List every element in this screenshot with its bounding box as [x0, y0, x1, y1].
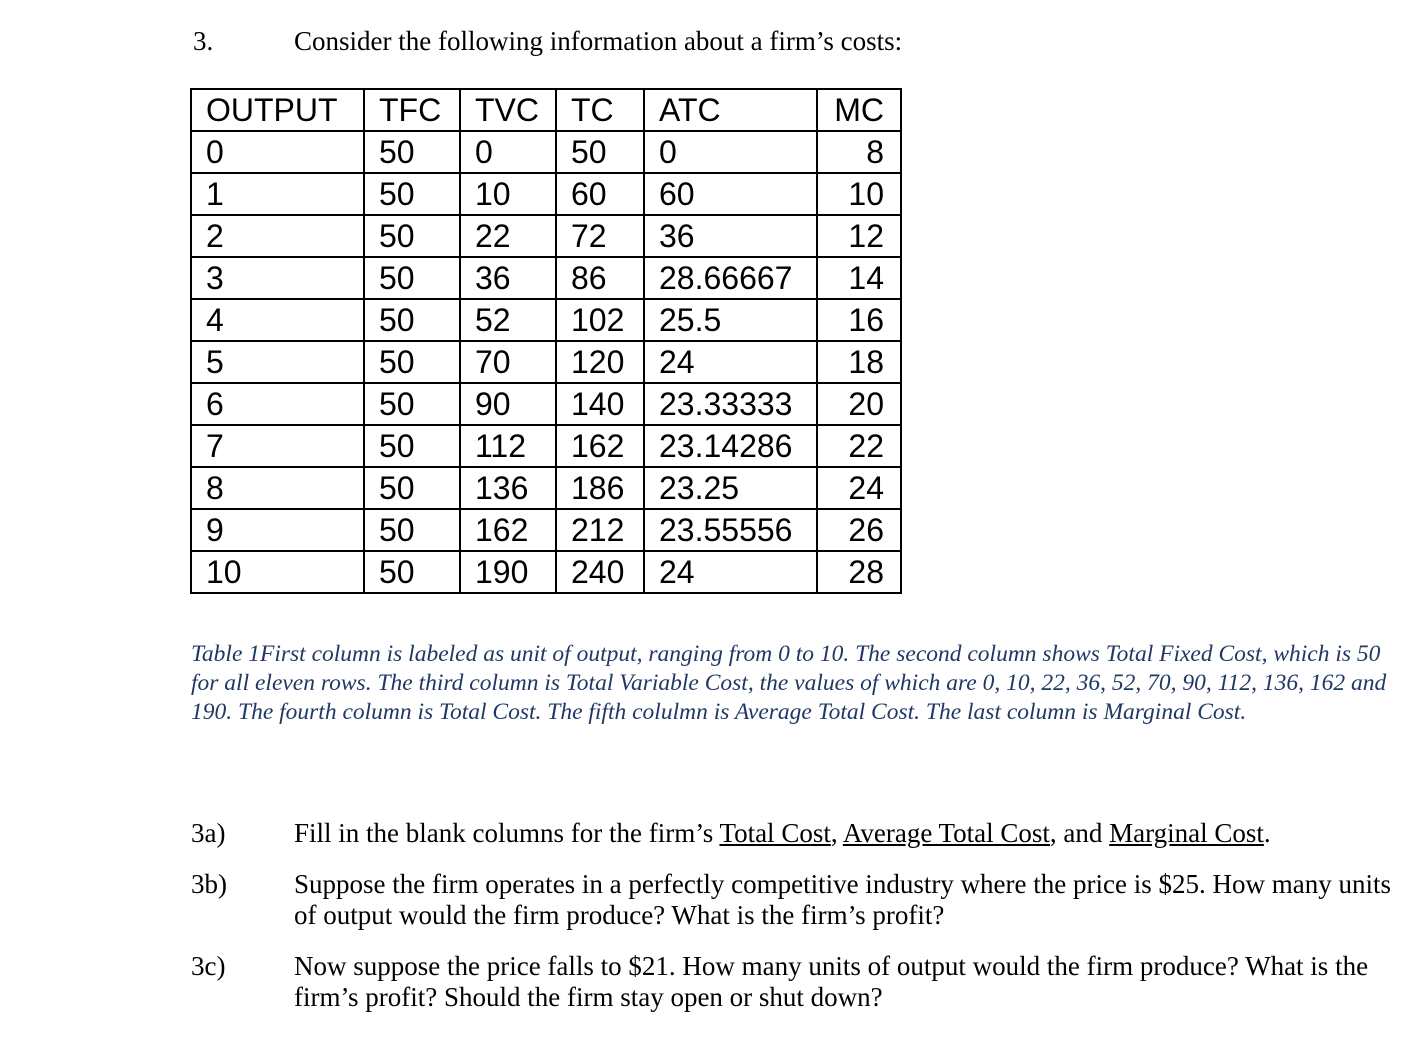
table-row: [191, 509, 901, 551]
cell-output: 5: [191, 341, 364, 383]
cell-output: 9: [191, 509, 364, 551]
cell-tfc: 50: [364, 215, 460, 257]
cell-mc: 22: [817, 425, 901, 467]
cell-tc: 186: [556, 467, 644, 509]
header-tfc: TFC: [364, 89, 460, 131]
cell-tc: 140: [556, 383, 644, 425]
cell-atc: 23.25: [644, 467, 817, 509]
table-row: [191, 215, 901, 257]
cell-atc: 23.14286: [644, 425, 817, 467]
header-mc: MC: [817, 89, 901, 131]
cost-table: [190, 88, 902, 594]
cell-mc: 18: [817, 341, 901, 383]
table-row: [191, 299, 901, 341]
table-caption: Table 1First column is labeled as unit of output, ranging from 0 to 10. The second column shows Total Fixed Cost, which is 50 for all eleven rows. The third column is Total Variable Cost, the values of which are 0, 10, 22, 36, 52, 70, 90, 112, 136, 162 and 190. The fourth column is Total Cost. The fifth colulmn is Average Total Cost. The last column is Marginal Cost.: [191, 641, 1387, 725]
cell-tfc: 50: [364, 467, 460, 509]
cell-tfc: 50: [364, 341, 460, 383]
cell-tvc: 136: [460, 467, 556, 509]
table-row: [191, 383, 901, 425]
cell-tvc: 0: [460, 131, 556, 173]
term-total-cost: Total Cost: [719, 818, 831, 848]
cell-tc: 86: [556, 257, 644, 299]
cell-output: 2: [191, 215, 364, 257]
question-number: 3.: [193, 26, 214, 56]
cell-tfc: 50: [364, 299, 460, 341]
table-row: [191, 341, 901, 383]
cell-tvc: 162: [460, 509, 556, 551]
cell-tc: 212: [556, 509, 644, 551]
header-tvc: TVC: [460, 89, 556, 131]
header-atc: ATC: [644, 89, 817, 131]
question-intro: Consider the following information about a firm’s costs:: [294, 26, 903, 56]
cell-atc: 23.33333: [644, 383, 817, 425]
cell-output: 3: [191, 257, 364, 299]
cell-atc: 36: [644, 215, 817, 257]
cell-atc: 24: [644, 341, 817, 383]
cell-mc: 20: [817, 383, 901, 425]
cell-tvc: 112: [460, 425, 556, 467]
cell-atc: 60: [644, 173, 817, 215]
cell-tc: 72: [556, 215, 644, 257]
header-output: OUTPUT: [191, 89, 364, 131]
cell-tc: 162: [556, 425, 644, 467]
part-b-text: Suppose the firm operates in a perfectly competitive industry where the price is $25. How many units of output would the firm produce? What is the firm’s profit?: [294, 869, 1391, 930]
cell-tfc: 50: [364, 383, 460, 425]
cell-mc: 10: [817, 173, 901, 215]
cell-mc: 28: [817, 551, 901, 593]
table-row: [191, 257, 901, 299]
cell-atc: 28.66667: [644, 257, 817, 299]
cell-output: 0: [191, 131, 364, 173]
part-c-label: 3c): [191, 951, 226, 981]
cell-output: 8: [191, 467, 364, 509]
table-row: [191, 425, 901, 467]
cell-tc: 50: [556, 131, 644, 173]
part-a-label: 3a): [191, 818, 226, 848]
cell-mc: 26: [817, 509, 901, 551]
table-header-row: [191, 89, 901, 131]
cell-tfc: 50: [364, 131, 460, 173]
cell-tfc: 50: [364, 425, 460, 467]
cell-output: 6: [191, 383, 364, 425]
cell-output: 7: [191, 425, 364, 467]
table-row: [191, 173, 901, 215]
cell-tc: 240: [556, 551, 644, 593]
cell-tvc: 190: [460, 551, 556, 593]
cell-tc: 102: [556, 299, 644, 341]
cell-mc: 16: [817, 299, 901, 341]
cell-atc: 25.5: [644, 299, 817, 341]
table-row: [191, 131, 901, 173]
cell-output: 10: [191, 551, 364, 593]
cell-atc: 24: [644, 551, 817, 593]
cell-tvc: 36: [460, 257, 556, 299]
cell-mc: 24: [817, 467, 901, 509]
cell-tfc: 50: [364, 509, 460, 551]
cell-output: 1: [191, 173, 364, 215]
cell-tfc: 50: [364, 551, 460, 593]
cell-mc: 12: [817, 215, 901, 257]
part-b-label: 3b): [191, 869, 227, 899]
term-marginal-cost: Marginal Cost: [1109, 818, 1264, 848]
cell-tfc: 50: [364, 173, 460, 215]
cell-mc: 14: [817, 257, 901, 299]
table-row: [191, 551, 901, 593]
part-c-text: Now suppose the price falls to $21. How many units of output would the firm produce? What is the firm’s profit? Should the firm stay open or shut down?: [294, 951, 1369, 1012]
table-row: [191, 467, 901, 509]
cell-atc: 0: [644, 131, 817, 173]
part-a-text: Fill in the blank columns for the firm’s Total Cost, Average Total Cost, and Marginal Cost.: [294, 818, 1271, 848]
cell-tvc: 70: [460, 341, 556, 383]
cell-tvc: 22: [460, 215, 556, 257]
cell-tvc: 90: [460, 383, 556, 425]
cell-atc: 23.55556: [644, 509, 817, 551]
table-body: [191, 131, 901, 593]
header-tc: TC: [556, 89, 644, 131]
cell-tc: 120: [556, 341, 644, 383]
cell-tc: 60: [556, 173, 644, 215]
cell-output: 4: [191, 299, 364, 341]
cell-mc: 8: [817, 131, 901, 173]
term-average-total-cost: Average Total Cost: [842, 818, 1050, 848]
cell-tfc: 50: [364, 257, 460, 299]
cell-tvc: 52: [460, 299, 556, 341]
cell-tvc: 10: [460, 173, 556, 215]
